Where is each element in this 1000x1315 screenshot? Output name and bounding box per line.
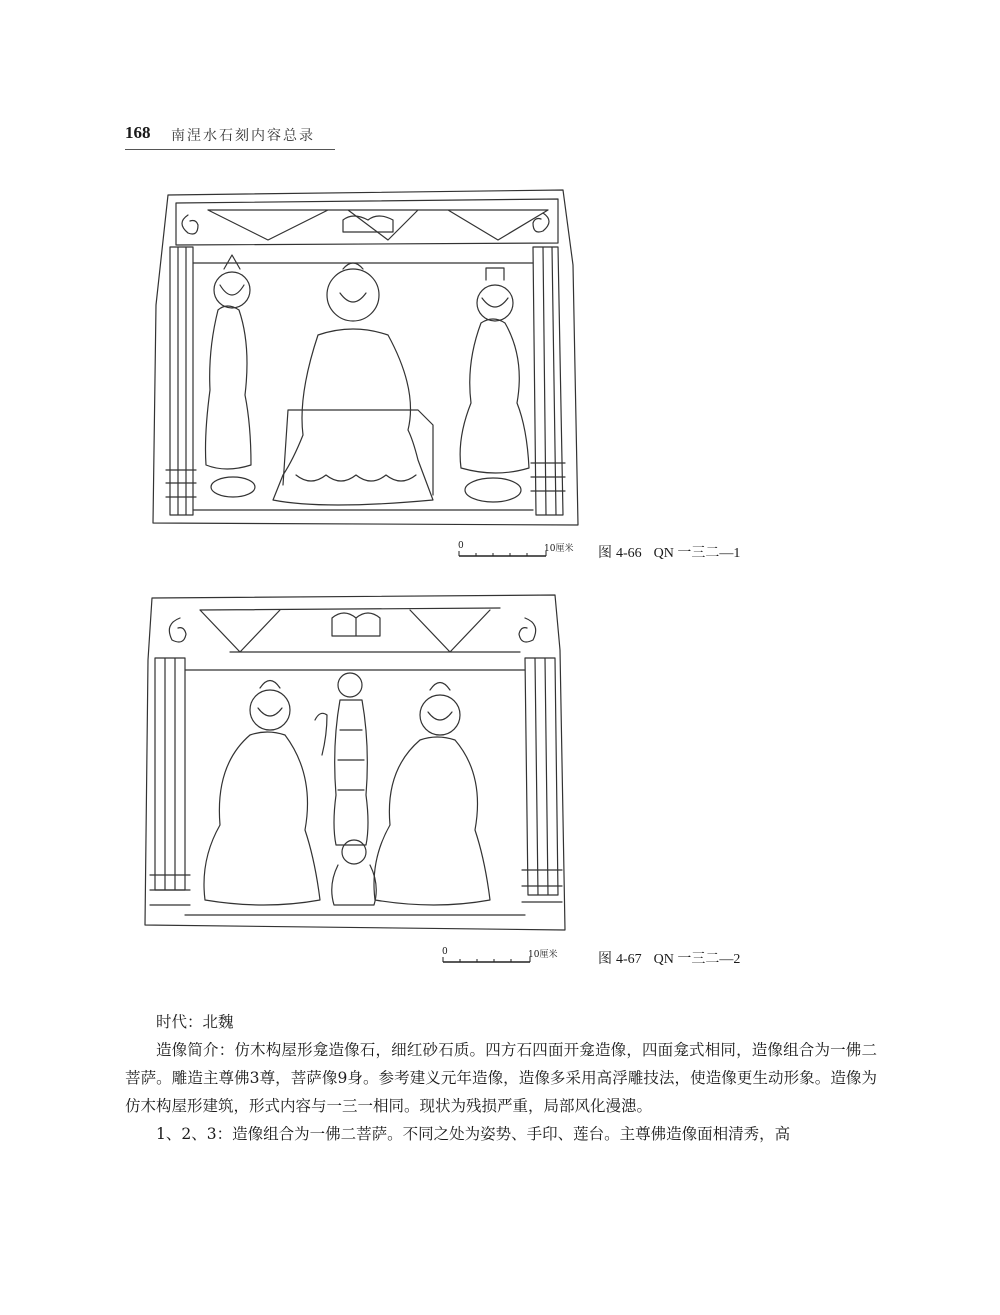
paragraph-period: 时代：北魏 (156, 1013, 234, 1031)
page-number: 168 (125, 123, 151, 142)
caption-number: 4-67 (616, 952, 642, 967)
figure-caption (598, 542, 740, 562)
caption-label: 图 (598, 546, 612, 561)
caption-number: 4-66 (616, 546, 642, 561)
figure-caption (598, 948, 740, 968)
caption-text: QN 一三二—1 (653, 546, 741, 561)
scale-ten-label: 10厘米 (544, 544, 574, 554)
scale-bar (458, 541, 578, 563)
scale-zero-label: 0 (442, 947, 448, 957)
book-title: 南涅水石刻内容总录 (171, 128, 315, 144)
paragraph-details: 1、2、3：造像组合为一佛二菩萨。不同之处为姿势、手印、莲台。主尊佛造像面相清秀，高 (156, 1125, 791, 1143)
caption-label: 图 (598, 952, 612, 967)
scale-zero-label: 0 (458, 541, 464, 551)
page-header (125, 123, 335, 150)
caption-text: QN 一三二—2 (653, 952, 741, 967)
figure-4-66-drawing (148, 185, 588, 530)
body-text (125, 1008, 877, 1148)
figure-4-67-drawing (140, 590, 570, 935)
paragraph-introduction: 造像简介：仿木构屋形龛造像石，细红砂石质。四方石四面开龛造像，四面龛式相同，造像组合为一佛二菩萨。雕造主尊佛3尊，菩萨像9身。参考建义元年造像，造像多采用高浮雕技法，使造像更生动形象。造像为仿木构屋形建筑，形式内容与一三一相同。现状为残损严重，局部风化漫漶。 (125, 1041, 877, 1115)
scale-ten-label: 10厘米 (528, 950, 558, 960)
scale-bar (442, 947, 562, 969)
